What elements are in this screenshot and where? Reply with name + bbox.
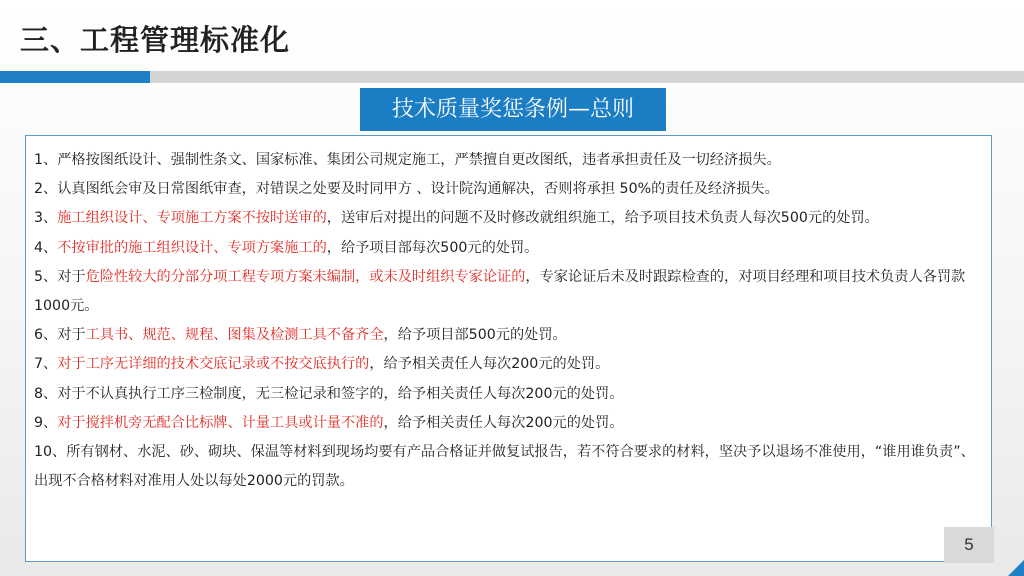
clause-8 <box>34 380 983 409</box>
clause-text: 3、 <box>34 210 58 227</box>
corner-decoration <box>1008 560 1024 576</box>
clause-text: 7、 <box>34 356 58 373</box>
clause-text: 1、严格按图纸设计、强制性条文、国家标准、集团公司规定施工，严禁擅自更改图纸，违者承担责任及一切经济损失。 <box>34 152 781 168</box>
clause-text: 9、 <box>34 414 58 431</box>
clause-text: ，给予相关责任人每次200元的处罚。 <box>383 414 624 431</box>
clause-5 <box>34 263 983 321</box>
clause-2 <box>34 175 983 204</box>
clause-text: 10、所有钢材、水泥、砂、砌块、保温等材料到现场均要有产品合格证并做复试报告，若不符合要求的材料，坚决予以退场不准使用，“谁用谁负责”、出现不合格材料对准用人处以每处2000元的罚款。 <box>34 444 975 490</box>
clause-text: 8、对于不认真执行工序三检制度，无三检记录和签字的，给予相关责任人每次200元的处罚。 <box>34 385 624 402</box>
clause-emphasis: 危险性较大的分部分项工程专项方案未编制，或未及时组织专家论证的 <box>85 268 526 285</box>
section-banner: 技术质量奖惩条例—总则 <box>360 88 666 131</box>
clause-text: ，给予项目部500元的处罚。 <box>383 327 567 344</box>
clause-text: 6、对于 <box>34 327 86 344</box>
clause-text: ，送审后对提出的问题不及时修改就组织施工，给予项目技术负责人每次500元的处罚。 <box>326 210 879 227</box>
clause-text: ，给予项目部每次500元的处罚。 <box>326 239 539 256</box>
clause-7 <box>34 350 983 379</box>
clause-emphasis: 工具书、规范、规程、图集及检测工具不备齐全 <box>85 327 384 344</box>
clause-text: 5、对于 <box>34 268 86 285</box>
clause-4 <box>34 234 983 263</box>
clause-10 <box>34 438 983 496</box>
clause-9 <box>34 409 983 438</box>
clauses-box <box>25 135 992 562</box>
clause-emphasis: 不按审批的施工组织设计、专项方案施工的 <box>57 239 327 256</box>
clause-text: ，专家论证后未及时跟踪检查的，对项目经理和项目技术负责人各罚款1000元。 <box>34 268 966 315</box>
clause-text: 2、认真图纸会审及日常图纸审查，对错误之处要及时同甲方 、设计院沟通解决，否则将承担 50%的责任及经济损失。 <box>34 181 779 198</box>
page-number: 5 <box>944 527 994 563</box>
clause-text: 4、 <box>34 239 58 256</box>
clause-1 <box>34 146 983 175</box>
clause-6 <box>34 321 983 350</box>
slide-title: 三、工程管理标准化 <box>20 23 291 57</box>
clause-3 <box>34 204 983 233</box>
clause-emphasis: 施工组织设计、专项施工方案不按时送审的 <box>57 210 327 227</box>
title-divider-accent <box>0 71 150 83</box>
clause-text: ，给予相关责任人每次200元的处罚。 <box>369 356 610 373</box>
title-divider <box>0 71 1024 83</box>
clause-emphasis: 对于工序无详细的技术交底记录或不按交底执行的 <box>57 356 370 373</box>
clause-emphasis: 对于搅拌机旁无配合比标牌、计量工具或计量不准的 <box>57 414 384 431</box>
